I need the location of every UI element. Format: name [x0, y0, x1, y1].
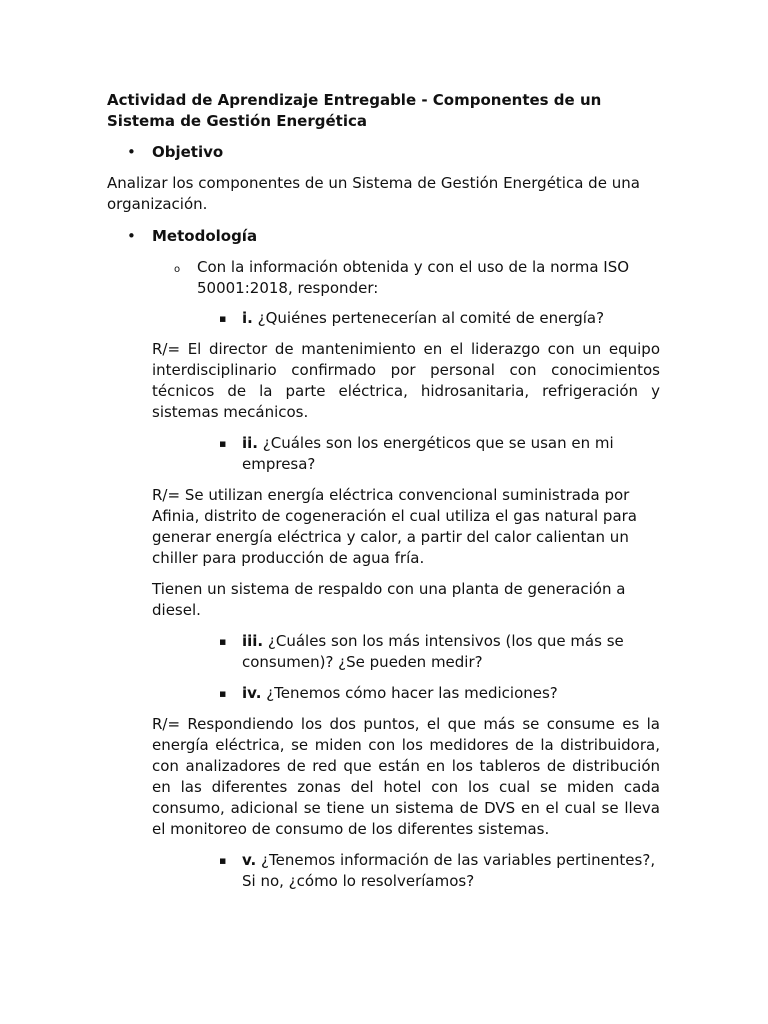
objetivo-text: Analizar los componentes de un Sistema de Gestión Energética de una organización. — [107, 174, 640, 213]
question-3-number: iii. — [242, 632, 264, 650]
question-marker: ▪ — [219, 687, 227, 700]
document-title: Actividad de Aprendizaje Entregable - Componentes de un Sistema de Gestión Energética — [107, 91, 602, 130]
answer-2: R/= Se utilizan energía eléctrica convencional suministrada por Afinia, distrito de cogeneración el cual utiliza el gas natural para generar energía eléctrica y calor, a partir del calor calientan un chiller para producción de agua fría. — [152, 486, 637, 567]
question-marker: ▪ — [219, 854, 227, 867]
question-marker: ▪ — [219, 312, 227, 325]
answer-2-continued: Tienen un sistema de respaldo con una planta de generación a diesel. — [152, 580, 626, 619]
sub-bullet-marker: o — [174, 264, 181, 275]
metodologia-intro: Con la información obtenida y con el uso de la norma ISO 50001:2018, responder: — [197, 258, 630, 297]
question-marker: ▪ — [219, 635, 227, 648]
question-1 — [242, 308, 662, 329]
question-3 — [242, 631, 642, 673]
bullet-objetivo: • — [127, 143, 136, 161]
answer-3-4: R/= Respondiendo los dos puntos, el que más se consume es la energía eléctrica, se miden con los medidores de la distribuidora, con analizadores de red que están en los tableros de distribución en las diferentes zonas del hotel con los cual se miden cada consumo, adicional se tiene un sistema de DVS en el cual se lleva el monitoreo de consumo de los diferentes sistemas. — [152, 715, 660, 838]
question-2-text: ¿Cuáles son los energéticos que se usan en mi empresa? — [242, 434, 614, 473]
question-marker: ▪ — [219, 437, 227, 450]
answer-1: R/= El director de mantenimiento en el liderazgo con un equipo interdisciplinario confirmado por personal con conocimientos técnicos de la parte eléctrica, hidrosanitaria, refrigeración y sistemas mecánicos. — [152, 340, 660, 421]
heading-objetivo: Objetivo — [152, 143, 224, 161]
question-1-text: ¿Quiénes pertenecerían al comité de energía? — [257, 309, 605, 327]
question-5-number: v. — [242, 851, 257, 869]
question-5-text: ¿Tenemos información de las variables pertinentes?, Si no, ¿cómo lo resolveríamos? — [242, 851, 656, 890]
question-4 — [242, 683, 662, 704]
question-3-text: ¿Cuáles son los más intensivos (los que más se consumen)? ¿Se pueden medir? — [242, 632, 624, 671]
question-4-number: iv. — [242, 684, 262, 702]
question-2 — [242, 433, 632, 475]
heading-metodologia: Metodología — [152, 227, 258, 245]
question-4-text: ¿Tenemos cómo hacer las mediciones? — [266, 684, 558, 702]
question-1-number: i. — [242, 309, 253, 327]
bullet-metodologia: • — [127, 227, 136, 245]
question-5 — [242, 850, 662, 892]
question-2-number: ii. — [242, 434, 258, 452]
